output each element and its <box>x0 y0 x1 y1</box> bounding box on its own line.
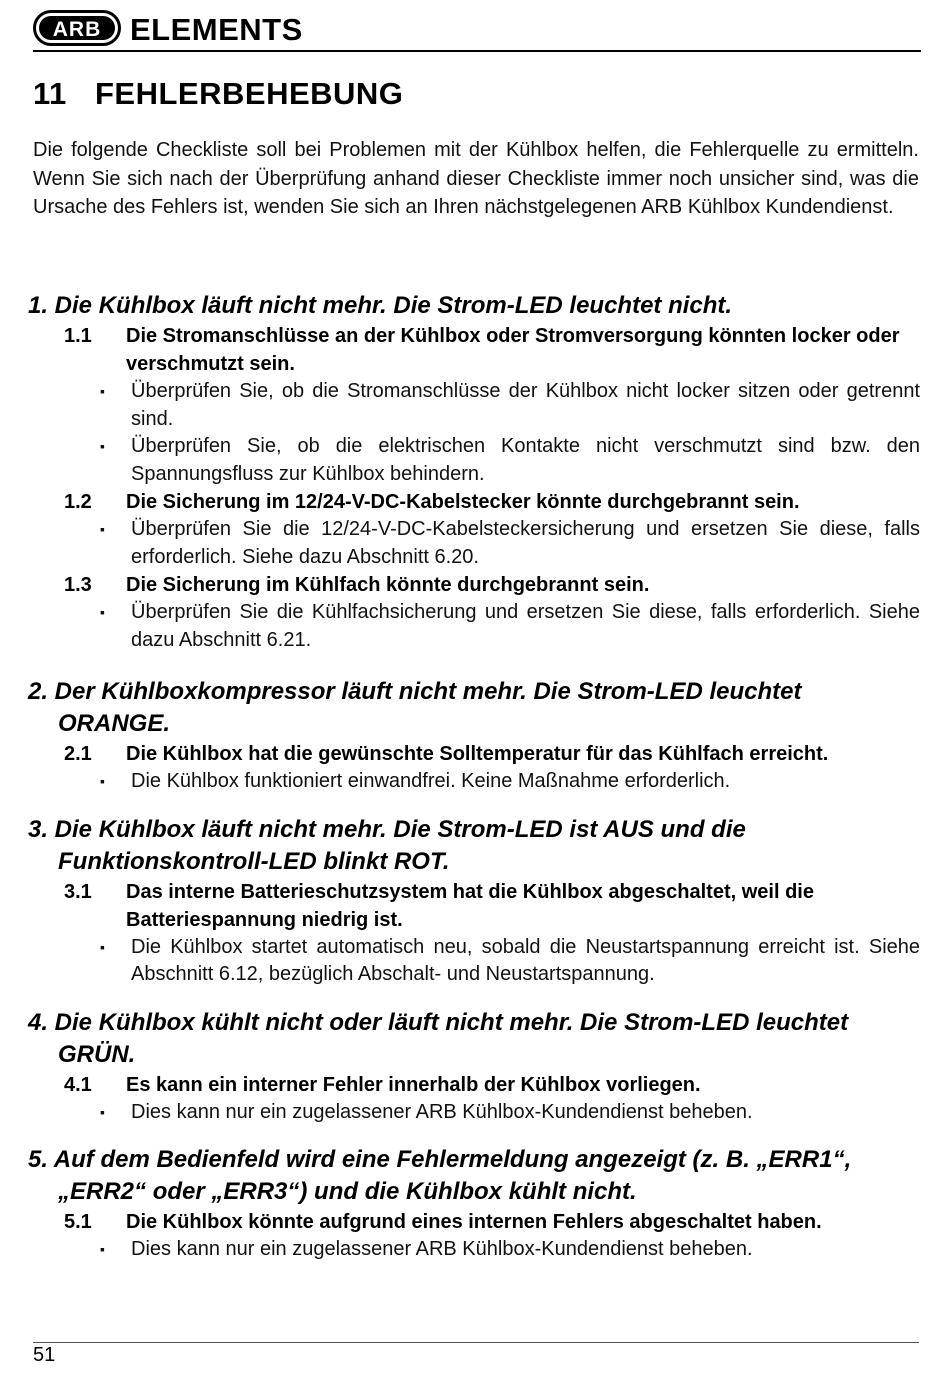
bullet-square-icon: ▪ <box>100 438 105 454</box>
cause-number: 4.1 <box>64 1073 92 1096</box>
chapter-title: FEHLERBEHEBUNG <box>95 76 404 111</box>
remedy-item <box>28 378 920 433</box>
brand-name: ELEMENTS <box>130 12 303 47</box>
remedy-item <box>28 433 920 488</box>
remedy-item <box>28 599 920 654</box>
remedy-text: Überprüfen Sie, ob die elektrischen Kontakte nicht verschmutzt sind bzw. den Spannungsfluss zur Kühlbox behindern. <box>131 435 920 485</box>
cause-number: 1.3 <box>64 574 92 596</box>
section-heading: 1. Die Kühlbox läuft nicht mehr. Die Strom-LED leuchtet nicht. <box>28 292 733 319</box>
troubleshooting-section <box>28 676 920 796</box>
troubleshooting-section <box>28 814 920 989</box>
cause-text: Die Kühlbox könnte aufgrund eines internen Fehlers abgeschaltet haben. <box>126 1211 822 1233</box>
cause-item <box>28 1071 920 1099</box>
bullet-square-icon: ▪ <box>100 773 105 789</box>
cause-text: Es kann ein interner Fehler innerhalb der Kühlbox vorliegen. <box>126 1073 701 1096</box>
remedy-text: Die Kühlbox funktioniert einwandfrei. Keine Maßnahme erforderlich. <box>131 770 731 792</box>
chapter-number: 11 <box>33 76 67 111</box>
cause-item <box>28 740 920 768</box>
cause-item <box>28 322 920 378</box>
remedy-item <box>28 768 920 796</box>
remedy-item <box>28 1236 920 1264</box>
page-title <box>33 76 403 112</box>
cause-number: 5.1 <box>64 1211 92 1233</box>
troubleshooting-section <box>28 1144 920 1264</box>
troubleshooting-list <box>28 272 920 1264</box>
arb-logo <box>33 10 121 46</box>
cause-text: Die Sicherung im 12/24-V-DC-Kabelstecker könnte durchgebrannt sein. <box>126 491 800 513</box>
bullet-square-icon: ▪ <box>100 1241 105 1257</box>
bullet-square-icon: ▪ <box>100 1103 105 1120</box>
remedy-text: Die Kühlbox startet automatisch neu, sobald die Neustartspannung erreicht ist. Siehe Abschnitt 6.12, bezüglich Abschalt- und Neustartspannung. <box>131 935 920 985</box>
bullet-square-icon: ▪ <box>100 383 105 399</box>
cause-number: 2.1 <box>64 743 92 765</box>
troubleshooting-section <box>28 290 920 654</box>
cause-text: Das interne Batterieschutzsystem hat die Kühlbox abgeschaltet, weil die Batteriespannung niedrig ist. <box>126 880 814 931</box>
troubleshooting-section <box>28 1007 920 1127</box>
section-heading: 4. Die Kühlbox kühlt nicht oder läuft nicht mehr. Die Strom-LED leuchtet GRÜN. <box>28 1008 849 1068</box>
page-header <box>33 10 921 52</box>
remedy-text: Dies kann nur ein zugelassener ARB Kühlbox-Kundendienst beheben. <box>131 1238 753 1260</box>
footer-divider <box>33 1342 919 1343</box>
section-heading: 2. Der Kühlboxkompressor läuft nicht mehr. Die Strom-LED leuchtet ORANGE. <box>28 678 802 737</box>
remedy-text: Überprüfen Sie die 12/24-V-DC-Kabelsteckersicherung und ersetzen Sie diese, falls erforderlich. Siehe dazu Abschnitt 6.20. <box>131 518 920 568</box>
section-heading: 3. Die Kühlbox läuft nicht mehr. Die Strom-LED ist AUS und die Funktionskontroll-LED blinkt ROT. <box>28 815 746 875</box>
cause-text: Die Sicherung im Kühlfach könnte durchgebrannt sein. <box>126 574 650 596</box>
bullet-square-icon: ▪ <box>100 604 105 620</box>
remedy-item <box>28 1099 920 1127</box>
intro-paragraph: Die folgende Checkliste soll bei Problemen mit der Kühlbox helfen, die Fehlerquelle zu ermitteln. Wenn Sie sich nach der Überprüfung anhand dieser Checkliste immer noch unsicher sind, was die Ursache des Fehlers ist, wenden Sie sich an Ihren nächstgelegenen ARB Kühlbox Kundendienst. <box>33 139 919 218</box>
cause-item <box>28 878 920 934</box>
page-number: 51 <box>33 1344 56 1366</box>
bullet-square-icon: ▪ <box>100 938 105 955</box>
cause-text: Die Kühlbox hat die gewünschte Solltemperatur für das Kühlfach erreicht. <box>126 743 829 765</box>
cause-number: 1.1 <box>64 325 92 347</box>
remedy-text: Überprüfen Sie die Kühlfachsicherung und ersetzen Sie diese, falls erforderlich. Siehe dazu Abschnitt 6.21. <box>131 601 920 651</box>
bullet-square-icon: ▪ <box>100 521 105 537</box>
remedy-text: Dies kann nur ein zugelassener ARB Kühlbox-Kundendienst beheben. <box>131 1100 753 1123</box>
cause-number: 3.1 <box>64 880 92 903</box>
cause-number: 1.2 <box>64 491 92 513</box>
remedy-item <box>28 934 920 989</box>
cause-item <box>28 1208 920 1236</box>
cause-item <box>28 571 920 599</box>
logo-text: ARB <box>52 18 102 41</box>
remedy-text: Überprüfen Sie, ob die Stromanschlüsse der Kühlbox nicht locker sitzen oder getrennt sind. <box>131 380 920 430</box>
cause-text: Die Stromanschlüsse an der Kühlbox oder Stromversorgung könnten locker oder verschmutzt sein. <box>126 325 900 375</box>
cause-item <box>28 488 920 516</box>
remedy-item <box>28 516 920 571</box>
section-heading: 5. Auf dem Bedienfeld wird eine Fehlermeldung angezeigt (z. B. „ERR1“, „ERR2“ oder „ERR3“) und die Kühlbox kühlt nicht. <box>28 1146 852 1205</box>
